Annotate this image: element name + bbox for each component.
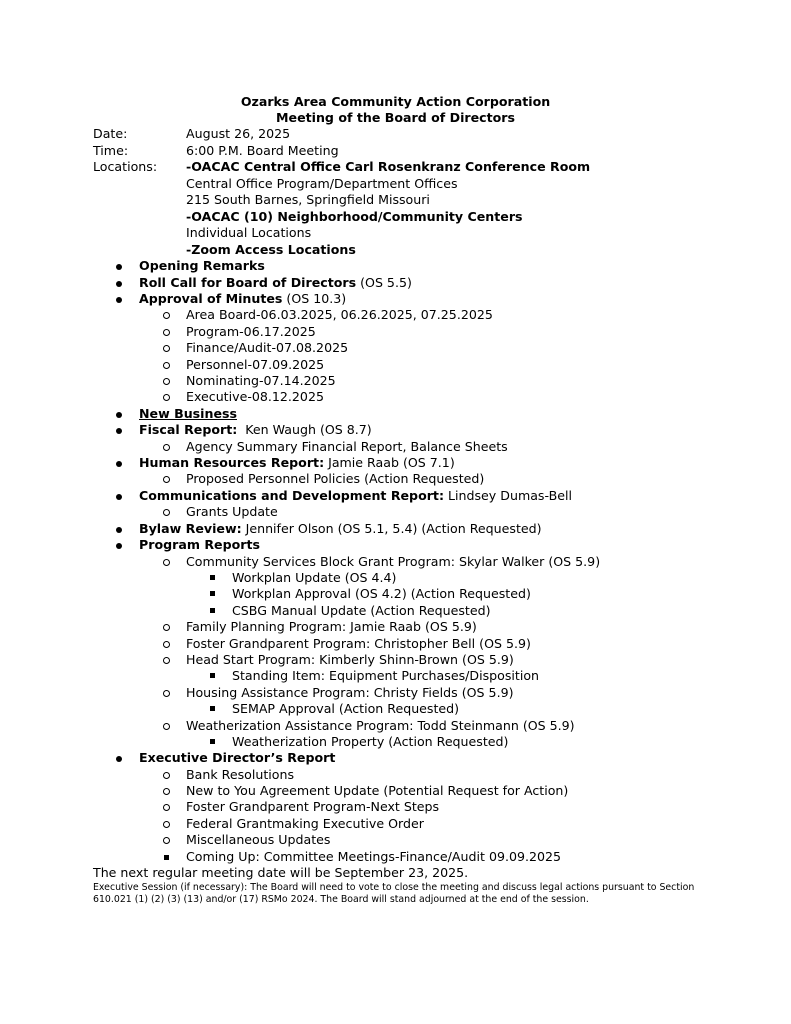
square-bullet-icon [164, 855, 169, 860]
agenda-page: Ozarks Area Community Action Corporation Meeting of the Board of Directors Date: August 26, 2025 Time: 6:00 P.M. Board Meeting Locations: -OACAC Central Office Carl Rosenkranz Conference Room Central Office Program/Department Offices 215 South Barnes, Springfield Missouri -OACAC (10) Neighborhood/Community Centers Individual Locations -Zoom Access Locations Opening Remarks Roll Call for Board of Directors (OS 5.5) Approval of Minutes (OS 10.3) Area Board-06.03.2025, 06.26.2025, 07.25.2025 Program-06.17.2025 Finance/Audit-07.08.2025 Personnel-07.09.2025 Nominating-07.14.2025 Executive-08.12.2025 New Business Fiscal Report: Ken Waugh (OS 8.7) Agency Summary Financial Report, Balance Sheets Human Resources Report: Jamie Raab (OS 7.1) Proposed Personnel Policies (Action Requested) Communications and Development Report: Lindsey Dumas-Bell Grants Update Bylaw Review: Jennifer Olson (OS 5.1, 5.4) (Action Requested) Program Reports Community Services Block Grant Program: Skylar Walker (OS 5.9) Workplan Update (OS 4.4) Workplan Approval (OS 4.2) (Action Requested) CSBG Manual Update (Action Requested) Family Planning Program: Jamie Raab (OS 5.9) Foster Grandparent Program: Christopher Bell (OS 5.9) Head Start Program: Kimberly Shinn-Brown (OS 5.9) Standing Item: Equipment Purchases/Disposition Housing Assistance Program: Christy Fields (OS 5.9) SEMAP Approval (Action Requested) Weatherization Assistance Program: Todd Steinmann (OS 5.9) Weatherization Property (Action Requested) Executive Director’s Report Bank Resolutions New to You Agreement Update (Potential Request for Action) Foster Grandparent Program-Next Steps Federal Grantmaking Executive Order Miscellaneous Updates Coming Up: Committee Meetings-Finance/Audit 09.09.2025 The next regular meeting date will be September 23, 2025. Executive Session (if necessary): The Board will need to vote to close the meeting and discuss legal actions pursuant to Section 610.021 (1) (2) (3) (13) and/or (17) RSMo 2024. The Board will stand adjourned at the end of the session. [0, 0, 791, 1024]
locations-label: Locations: [93, 159, 158, 174]
bullet-icon [116, 297, 122, 303]
bullet-icon [116, 543, 122, 549]
circle-bullet-icon [163, 378, 170, 385]
circle-bullet-icon [163, 657, 170, 664]
circle-bullet-icon [163, 837, 170, 844]
bullet-icon [116, 412, 122, 418]
location-program-offices: Central Office Program/Department Offices [186, 176, 458, 191]
circle-bullet-icon [163, 345, 170, 352]
bullet-icon [116, 461, 122, 467]
location-individual: Individual Locations [186, 225, 312, 240]
date-label: Date: [93, 126, 128, 141]
circle-bullet-icon [163, 804, 170, 811]
circle-bullet-icon [163, 821, 170, 828]
location-neighborhood-centers: -OACAC (10) Neighborhood/Community Centers [186, 209, 523, 224]
time-label: Time: [93, 143, 129, 158]
executive-session-note-line2: 610.021 (1) (2) (3) (13) and/or (17) RSMo 2024. The Board will stand adjourned at the end of the session. [93, 894, 589, 905]
org-title: Ozarks Area Community Action Corporation [240, 94, 551, 109]
bullet-icon [116, 281, 122, 287]
square-bullet-icon [210, 706, 215, 711]
bullet-icon [116, 428, 122, 434]
circle-bullet-icon [163, 329, 170, 336]
location-zoom: -Zoom Access Locations [186, 242, 356, 257]
executive-session-note-line1: Executive Session (if necessary): The Board will need to vote to close the meeting and discuss legal actions pursuant to Section [93, 882, 695, 893]
circle-bullet-icon [163, 559, 170, 566]
circle-bullet-icon [163, 394, 170, 401]
bullet-icon [116, 264, 122, 270]
bullet-icon [116, 756, 122, 762]
meeting-title: Meeting of the Board of Directors [276, 110, 515, 125]
circle-bullet-icon [163, 641, 170, 648]
square-bullet-icon [210, 673, 215, 678]
circle-bullet-icon [163, 312, 170, 319]
bullet-icon [116, 494, 122, 500]
circle-bullet-icon [163, 788, 170, 795]
date-value: August 26, 2025 [186, 126, 291, 141]
square-bullet-icon [210, 575, 215, 580]
location-central-office: -OACAC Central Office Carl Rosenkranz Conference Room [186, 159, 591, 174]
circle-bullet-icon [163, 723, 170, 730]
circle-bullet-icon [163, 362, 170, 369]
circle-bullet-icon [163, 476, 170, 483]
circle-bullet-icon [163, 690, 170, 697]
time-value: 6:00 P.M. Board Meeting [186, 143, 339, 158]
square-bullet-icon [210, 739, 215, 744]
square-bullet-icon [210, 608, 215, 613]
square-bullet-icon [210, 591, 215, 596]
bullet-icon [116, 527, 122, 533]
location-address: 215 South Barnes, Springfield Missouri [186, 192, 430, 207]
circle-bullet-icon [163, 624, 170, 631]
circle-bullet-icon [163, 772, 170, 779]
circle-bullet-icon [163, 444, 170, 451]
circle-bullet-icon [163, 509, 170, 516]
